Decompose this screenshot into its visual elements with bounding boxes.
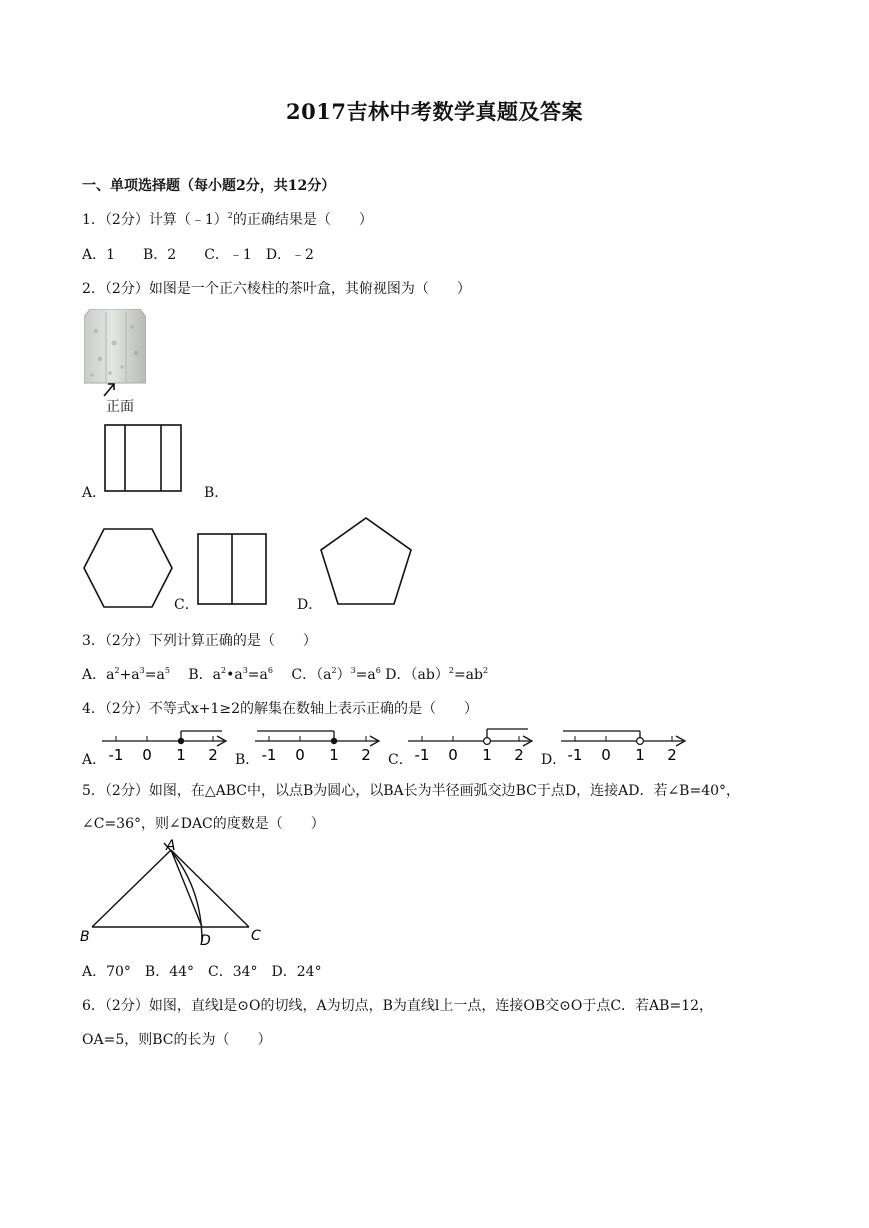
tea-box-photo (84, 309, 146, 385)
svg-text:C: C (251, 928, 261, 944)
question-1-stem: 1．（2分）计算（﹣1）$^2$的正确结果是（ ） (82, 211, 373, 228)
svg-text:0: 0 (448, 746, 458, 764)
question-5-stem-line2: ∠C=36°，则∠DAC的度数是（ ） (82, 816, 325, 832)
option-b-label: B． (204, 485, 229, 501)
svg-text:1: 1 (329, 746, 339, 764)
q4-option-c-numberline (406, 725, 538, 769)
svg-text:D: D (200, 933, 211, 949)
svg-text:0: 0 (601, 746, 611, 764)
q4-option-b-numberline (253, 725, 385, 769)
q4-option-b-label: B． (235, 752, 260, 768)
svg-text:-1: -1 (567, 746, 583, 764)
svg-text:0: 0 (295, 746, 305, 764)
svg-text:1: 1 (482, 746, 492, 764)
question-5-stem-line1: 5．（2分）如图，在△ABC中，以点B为圆心，以BA长为半径画弧交边BC于点D，连接AD．若∠B=40°， (82, 783, 741, 799)
q4-option-c-label: C． (388, 752, 413, 768)
svg-text:2: 2 (514, 746, 524, 764)
svg-text:-1: -1 (108, 746, 124, 764)
question-6-stem-line2: OA=5，则BC的长为（ ） (82, 1032, 272, 1048)
question-4-stem: 4．（2分）不等式x+1≥2的解集在数轴上表示正确的是（ ） (82, 701, 478, 717)
section-heading: 一、单项选择题（每小题2分，共12分） (82, 178, 336, 194)
svg-text:2: 2 (667, 746, 677, 764)
question-3-options: A．$a^2+a^3=a^5$ B．$a^2•a^3=a^6$ C．$(a^2)^3=a^6$ D．$(ab)^2=ab^2$ (82, 666, 489, 683)
q4-option-d-label: D． (541, 752, 567, 768)
question-2-stem: 2．（2分）如图是一个正六棱柱的茶叶盒，其俯视图为（ ） (82, 281, 471, 297)
svg-text:2: 2 (208, 746, 218, 764)
option-c-label: C． (174, 597, 199, 613)
q4-option-a-numberline (100, 725, 232, 769)
svg-text:A: A (166, 838, 176, 854)
svg-text:1: 1 (635, 746, 645, 764)
svg-text:2: 2 (361, 746, 371, 764)
page-title: 2017吉林中考数学真题及答案 (286, 99, 583, 124)
svg-text:B: B (80, 929, 90, 945)
option-d-figure (318, 516, 414, 612)
option-c-figure (197, 533, 267, 609)
question-1-options: A．1 B．2 C．﹣1 D．﹣2 (82, 247, 314, 263)
svg-text:-1: -1 (261, 746, 277, 764)
triangle-diagram (78, 838, 278, 954)
option-a-label: A． (82, 485, 107, 501)
option-d-label: D． (297, 597, 323, 613)
q4-option-a-label: A． (82, 752, 107, 768)
question-5-options: A．70° B．44° C．34° D．24° (82, 964, 322, 980)
q4-option-d-numberline (559, 725, 691, 769)
svg-text:1: 1 (176, 746, 186, 764)
front-label: 正面 (106, 399, 134, 415)
svg-text:-1: -1 (414, 746, 430, 764)
option-b-figure (82, 527, 174, 613)
option-a-figure (104, 424, 182, 496)
svg-text:0: 0 (142, 746, 152, 764)
question-6-stem-line1: 6．（2分）如图，直线l是⊙O的切线，A为切点，B为直线l上一点，连接OB交⊙O于点C．若AB=12， (82, 998, 714, 1014)
question-3-stem: 3．（2分）下列计算正确的是（ ） (82, 633, 317, 649)
